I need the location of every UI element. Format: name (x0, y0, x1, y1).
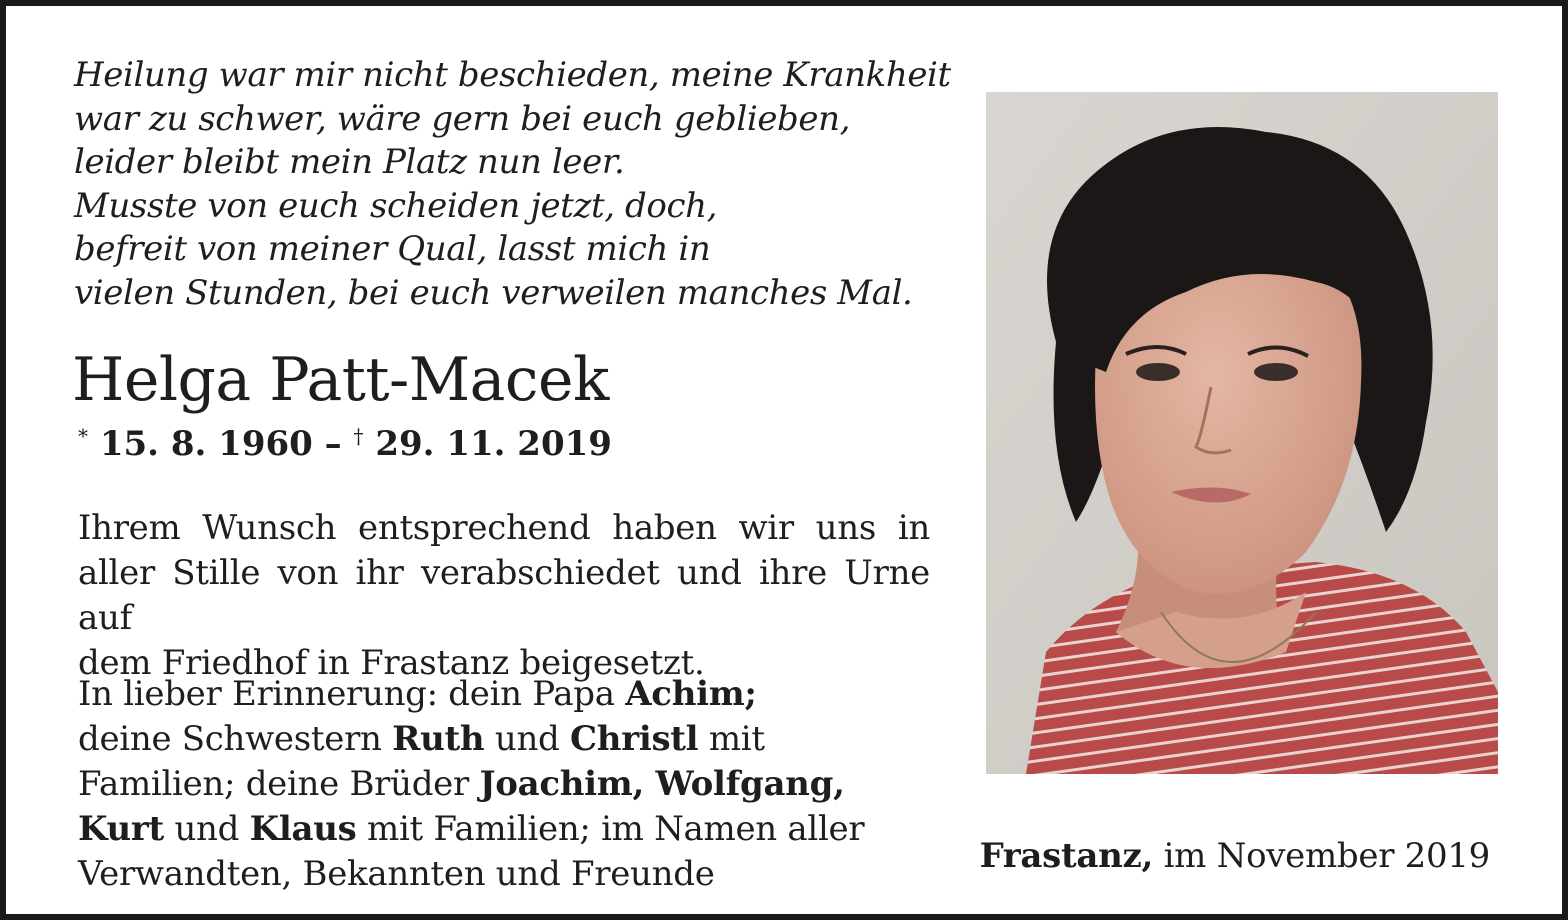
life-dates (78, 424, 612, 464)
date-separator: – (324, 424, 342, 464)
poem-line: Heilung war mir nicht beschieden, meine Krankheit (74, 55, 951, 95)
poem-line: befreit von meiner Qual, lasst mich in (74, 229, 711, 269)
place-and-date (980, 836, 1490, 876)
poem-line: vielen Stunden, bei euch verweilen manches Mal. (74, 272, 913, 313)
death-symbol: † (353, 424, 364, 448)
family-name: Klaus (249, 809, 357, 849)
family-text: und (163, 809, 250, 849)
family-line (78, 717, 938, 762)
family-text: In lieber Erinnerung: dein Papa (78, 674, 626, 714)
deceased-name: Helga Patt-Macek (72, 345, 609, 415)
family-remembrance (78, 672, 938, 897)
family-name: Ruth (392, 719, 485, 759)
death-date: 29. 11. 2019 (375, 424, 612, 464)
notice-line: dem Friedhof in Frastanz beigesetzt. (78, 643, 705, 683)
portrait-illustration (986, 92, 1498, 774)
portrait-photo (986, 92, 1498, 774)
notice-line: Ihrem Wunsch entsprechend haben wir uns in (78, 508, 930, 548)
notice-line: aller Stille von ihr verabschiedet und ihre Urne auf (78, 553, 930, 638)
month-year: im November 2019 (1153, 836, 1490, 876)
memorial-poem (74, 54, 951, 315)
family-text: Familien; deine Brüder (78, 764, 480, 804)
family-text: und (484, 719, 571, 759)
family-name: Joachim, Wolfgang, (479, 764, 845, 804)
burial-notice (78, 506, 930, 686)
family-name: Achim; (625, 674, 757, 714)
family-line (78, 672, 938, 717)
poem-line: Musste von euch scheiden jetzt, doch, (74, 185, 718, 226)
family-line: Verwandten, Bekannten und Freunde (78, 854, 715, 894)
family-text: mit (698, 719, 765, 759)
poem-line: war zu schwer, wäre gern bei euch geblieben, (74, 98, 851, 139)
poem-line: leider bleibt mein Platz nun leer. (74, 142, 625, 182)
family-name: Kurt (78, 809, 164, 849)
family-name: Christl (570, 719, 699, 759)
family-text: deine Schwestern (78, 719, 393, 759)
family-text: mit Familien; im Namen aller (356, 809, 865, 849)
place: Frastanz, (979, 836, 1154, 876)
birth-symbol: * (78, 424, 88, 448)
family-line (78, 807, 938, 852)
family-line (78, 762, 938, 807)
birth-date: 15. 8. 1960 (99, 424, 313, 464)
